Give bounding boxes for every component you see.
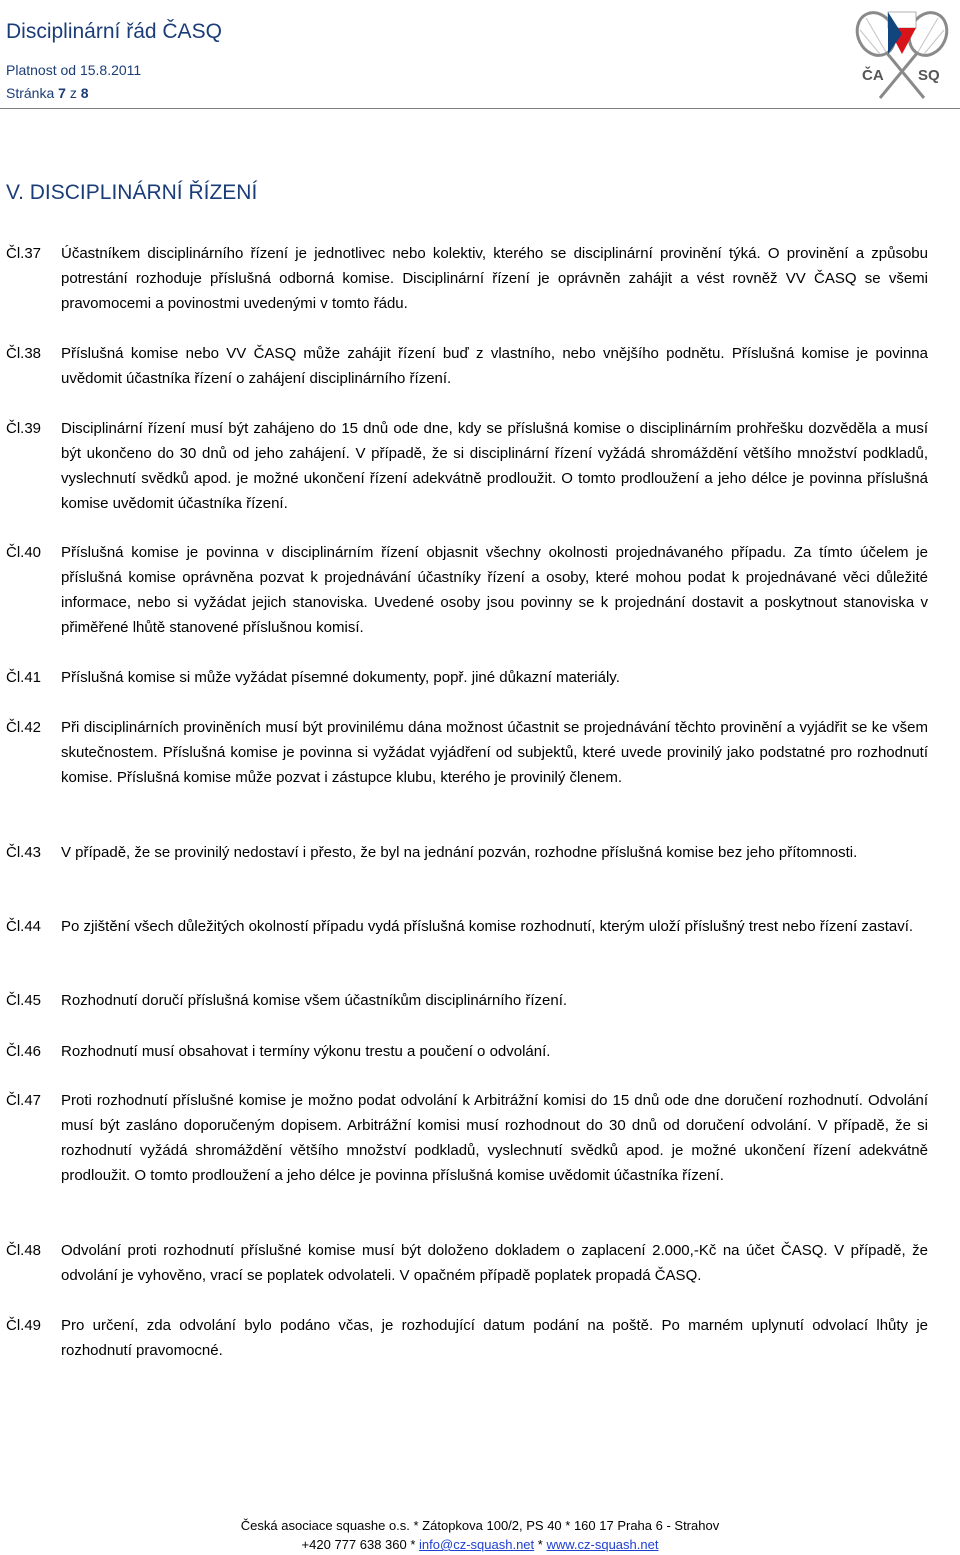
article-number: Čl.46 (6, 1043, 42, 1060)
footer-separator: * (537, 1537, 543, 1552)
page-of: z (69, 85, 77, 101)
footer-phone: +420 777 638 360 (301, 1537, 407, 1552)
article-text: Odvolání proti rozhodnutí příslušné komise musí být doloženo dokladem o zaplacení 2.000,-Kč na účet ČASQ. V případě, že odvolání je vyhověno, vrací se poplatek odvolateli. V opačném případě poplatek propadá ČASQ. (61, 1242, 928, 1284)
footer-contacts (0, 1535, 960, 1555)
article-text: Proti rozhodnutí příslušné komise je možno podat odvolání k Arbitrážní komisi do 15 dnů ode dne doručení rozhodnutí. Odvolání musí být zasláno doporučeným dopisem. Arbitrážní komisi musí rozhodnout do 30 dnů od doručení odvolání. V případě, že si rozhodnutí vyžádá shromáždění většího množství podkladů, vyslechnutí svědků apod. je možné ukončení řízení adekvátně prodloužit. O tomto prodloužení a jeho délce je povinna příslušná komise uvědomit účastníka řízení. (61, 1092, 928, 1184)
article-number: Čl.48 (6, 1242, 42, 1259)
logo-text-right: SQ (918, 67, 940, 84)
article-40 (6, 540, 928, 640)
article-text: Disciplinární řízení musí být zahájeno do 15 dnů ode dne, kdy se příslušná komise o disciplinárním prohřešku dozvěděla a musí být ukončeno do 30 dnů od jeho zahájení. V případě, že si disciplinární řízení vyžádá shromáždění většího množství podkladů, vyslechnutí svědků apod. je možné ukončení řízení adekvátně prodloužit. O tomto prodloužení a jeho délce je povinna příslušná komise uvědomit účastníka řízení. (61, 420, 928, 512)
article-text: V případě, že se provinilý nedostaví i přesto, že byl na jednání pozván, rozhodne příslušná komise bez jeho přítomnosti. (61, 844, 858, 861)
article-38 (6, 341, 928, 391)
article-44 (6, 914, 928, 939)
article-41 (6, 665, 928, 690)
page-current: 7 (58, 85, 66, 101)
article-number: Čl.40 (6, 544, 42, 561)
footer-web-link[interactable]: www.cz-squash.net (546, 1537, 659, 1552)
article-49 (6, 1313, 928, 1363)
article-number: Čl.49 (6, 1317, 42, 1334)
article-number: Čl.42 (6, 719, 42, 736)
article-text: Rozhodnutí doručí příslušná komise všem účastníkům disciplinárního řízení. (61, 992, 568, 1009)
article-number: Čl.37 (6, 245, 42, 262)
article-text: Po zjištění všech důležitých okolností případu vydá příslušná komise rozhodnutí, kterým uloží příslušný trest nebo řízení zastaví. (61, 918, 914, 935)
footer-separator: * (410, 1537, 416, 1552)
article-number: Čl.43 (6, 844, 42, 861)
header-divider (0, 108, 960, 109)
casq-logo (848, 6, 956, 104)
article-43 (6, 840, 928, 865)
article-39 (6, 416, 928, 516)
article-37 (6, 241, 928, 316)
article-number: Čl.45 (6, 992, 42, 1009)
article-number: Čl.47 (6, 1092, 42, 1109)
article-42 (6, 715, 928, 790)
article-number: Čl.41 (6, 669, 42, 686)
article-47 (6, 1088, 928, 1188)
page-total: 8 (80, 85, 89, 101)
page-number-line (6, 85, 89, 101)
article-text: Pro určení, zda odvolání bylo podáno včas, je rozhodující datum podání na poště. Po marném uplynutí odvolací lhůty je rozhodnutí pravomocné. (61, 1317, 928, 1359)
footer-address: Česká asociace squashe o.s. * Zátopkova 100/2, PS 40 * 160 17 Praha 6 - Strahov (240, 1518, 720, 1533)
article-text: Příslušná komise nebo VV ČASQ může zahájit řízení buď z vlastního, nebo vnějšího podnětu. Příslušná komise je povinna uvědomit účastníka řízení o zahájení disciplinárního řízení. (61, 345, 928, 387)
article-text: Příslušná komise si může vyžádat písemné dokumenty, popř. jiné důkazní materiály. (61, 669, 620, 686)
article-text: Účastníkem disciplinárního řízení je jednotlivec nebo kolektiv, kterého se disciplinární provinění týká. O provinění a způsobu potrestání rozhoduje příslušná odborná komise. Disciplinární řízení je oprávněn zahájit a vést rovněž VV ČASQ se všemi pravomocemi a povinostmi uvedenými v tomto řádu. (61, 245, 928, 312)
logo-text-left: ČA (862, 67, 884, 84)
validity-line (6, 62, 141, 78)
validity-date: 15.8.2011 (79, 62, 142, 78)
footer-email-link[interactable]: info@cz-squash.net (419, 1537, 535, 1552)
validity-label: Platnost od (6, 62, 77, 78)
article-number: Čl.44 (6, 918, 42, 935)
article-text: Rozhodnutí musí obsahovat i termíny výkonu trestu a poučení o odvolání. (61, 1043, 551, 1060)
article-number: Čl.38 (6, 345, 42, 362)
article-number: Čl.39 (6, 420, 42, 437)
article-text: Při disciplinárních proviněních musí být provinilému dána možnost účastnit se projednávání těchto provinění a vyjádřit se ke všem skutečnostem. Příslušná komise je povinna si vyžádat vyjádření od subjektů, které uvede provinilý jako podstatné pro rozhodnutí komise. Příslušná komise může pozvat i zástupce klubu, kterého je provinilý členem. (61, 719, 928, 786)
right-racquet-handle (880, 52, 918, 98)
section-title: V. DISCIPLINÁRNÍ ŘÍZENÍ (6, 181, 258, 204)
article-45 (6, 988, 928, 1013)
document-title: Disciplinární řád ČASQ (6, 20, 222, 43)
page-word: Stránka (6, 85, 55, 101)
article-text: Příslušná komise je povinna v disciplinárním řízení objasnit všechny okolnosti projednávaného případu. Za tímto účelem je příslušná komise oprávněna pozvat k projednávání účastníky řízení a osoby, které mohou podat k projednávané věci důležité informace, nebo si vyžádat jejich stanoviska. Uvedené osoby jsou povinny se k projednání dostavit a poskytnout stanoviska v přiměřené lhůtě stanovené příslušnou komisí. (61, 544, 928, 636)
article-46 (6, 1039, 928, 1064)
article-48 (6, 1238, 928, 1288)
